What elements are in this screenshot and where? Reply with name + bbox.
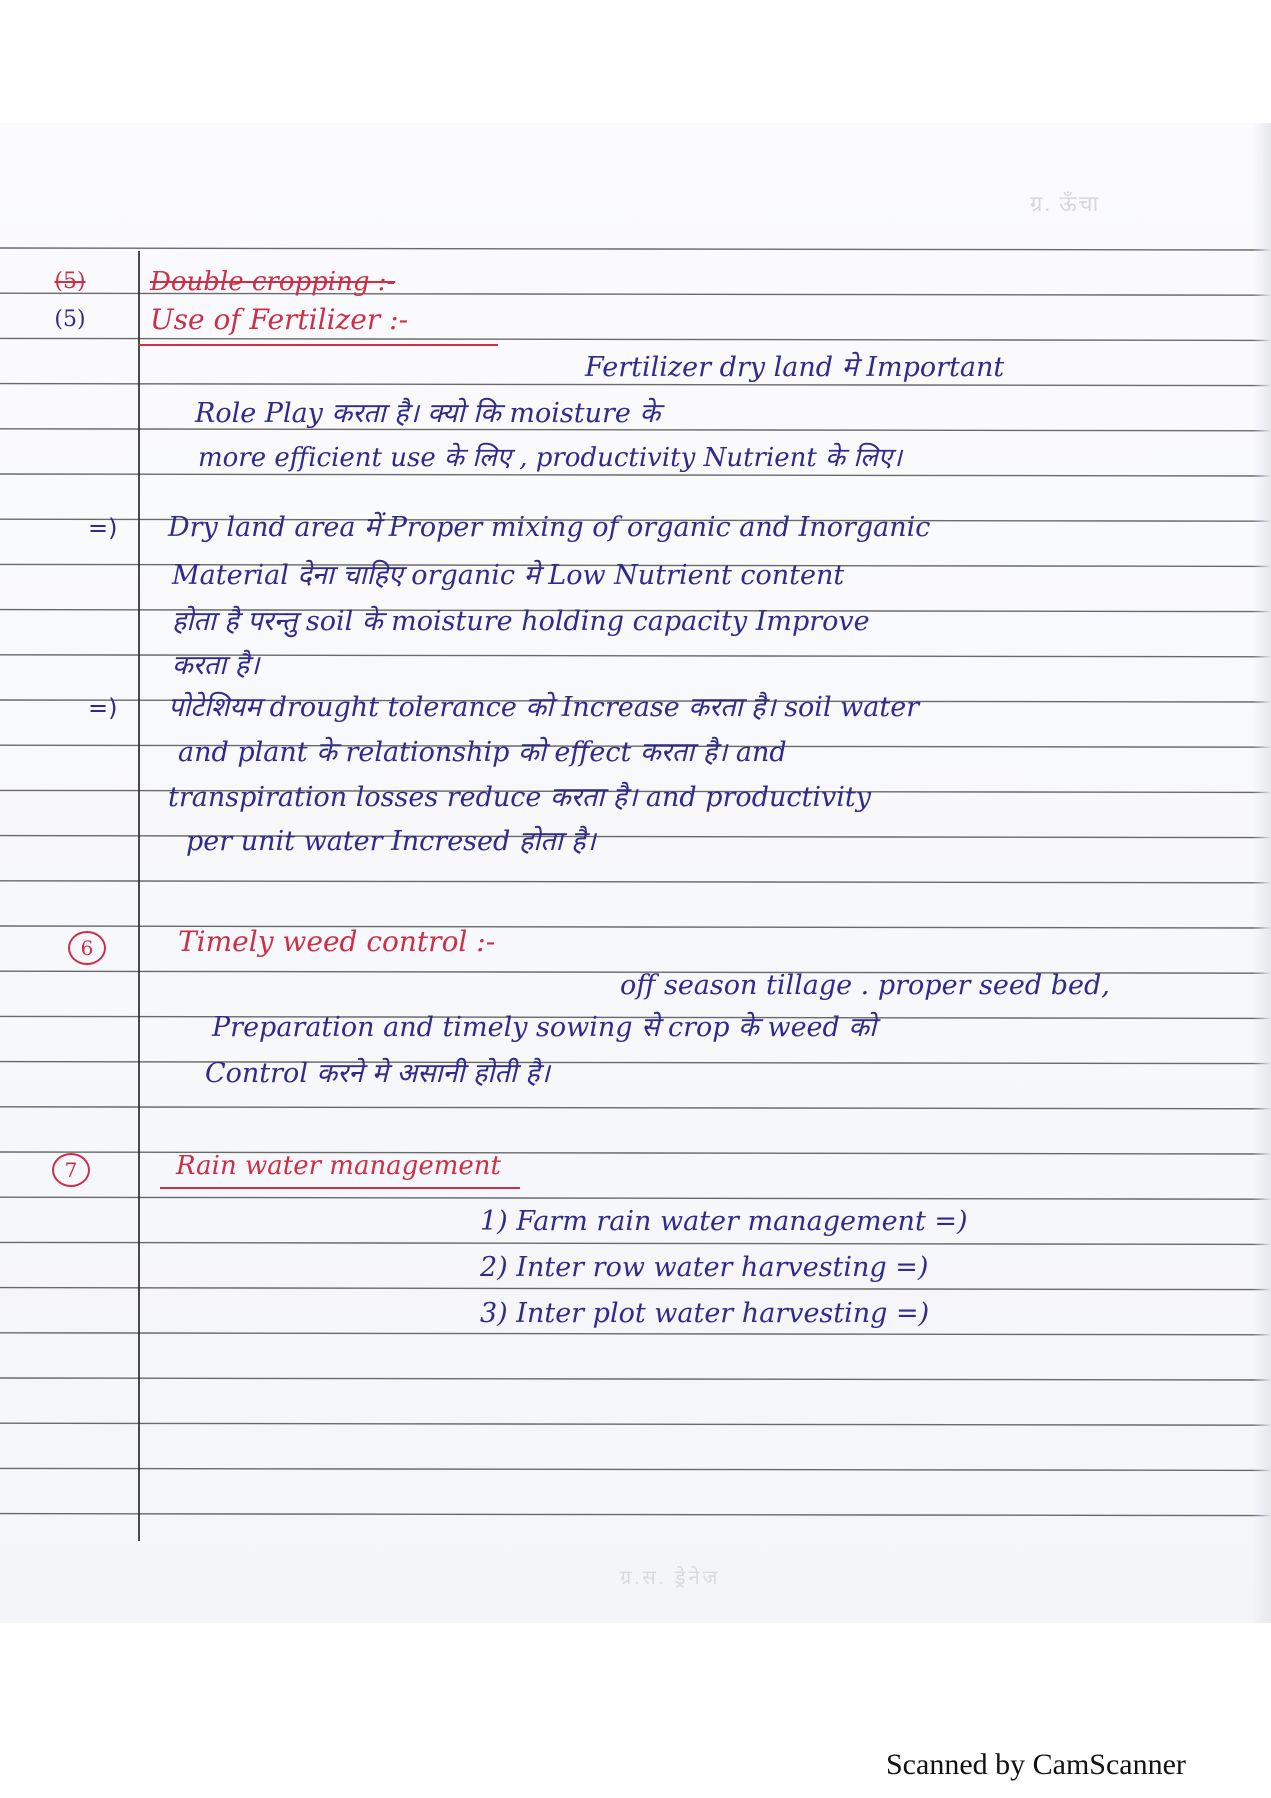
faint-footer-text: ग्र.स. ड्रेनेज [620, 1567, 721, 1589]
section-title: Rain water management [176, 1151, 501, 1181]
paragraph-line: transpiration losses reduce करता है। and productivity [168, 782, 871, 813]
title-underline [160, 1187, 520, 1189]
paragraph-line: Preparation and timely sowing से crop के weed को [212, 1012, 877, 1043]
paragraph-line: off season tillage . proper seed bed, [620, 970, 1110, 1001]
section-title: Timely weed control :- [178, 925, 496, 958]
list-item: 1) Farm rain water management =) [480, 1206, 968, 1237]
struck-section-number: (5) [54, 269, 86, 294]
arrow-marker: =) [88, 514, 118, 542]
paragraph-line: पोटेशियम drought tolerance को Increase करता है। soil water [168, 692, 920, 723]
arrow-marker: =) [88, 694, 118, 722]
ruled-line [0, 1378, 1271, 1380]
section-title: Use of Fertilizer :- [150, 303, 409, 336]
paragraph-line: Fertilizer dry land मे Important [585, 352, 1005, 383]
ruled-line [0, 1514, 1271, 1516]
paragraph-line: होता है परन्तु soil के moisture holding capacity Improve [172, 606, 870, 637]
ruled-line [0, 1288, 1271, 1290]
ruled-lines [0, 123, 1271, 1623]
scanner-watermark: Scanned by CamScanner [886, 1748, 1186, 1781]
title-underline [138, 344, 498, 346]
ruled-line [0, 1423, 1271, 1425]
list-item: 3) Inter plot water harvesting =) [480, 1298, 930, 1329]
paragraph-line: Control करने मे असानी होती है। [205, 1058, 550, 1089]
section-number-circled: 7 [52, 1153, 90, 1187]
ruled-line [0, 1242, 1271, 1244]
page-edge-shadow [1253, 123, 1271, 1623]
ruled-line [0, 248, 1271, 250]
ruled-line [0, 338, 1271, 340]
paragraph-line: Material देना चाहिए organic मे Low Nutrient content [172, 560, 845, 591]
paragraph-line: Role Play करता है। क्यो कि moisture के [195, 398, 661, 429]
ruled-line [0, 881, 1271, 883]
notebook-page [0, 123, 1271, 1623]
ruled-line [0, 1333, 1271, 1335]
ruled-line [0, 1468, 1271, 1470]
section-number: (5) [54, 307, 86, 332]
struck-section-title: Double cropping :- [150, 267, 396, 297]
paragraph-line: more efficient use के लिए , productivity Nutrient के लिए। [198, 443, 902, 473]
margin-line [138, 251, 140, 1541]
ruled-line [0, 1062, 1271, 1064]
faint-header-text: ग्र. ऊँचा [1030, 191, 1101, 216]
list-item: 2) Inter row water harvesting =) [480, 1252, 929, 1283]
ruled-line [0, 1197, 1271, 1199]
ruled-line [0, 1107, 1271, 1109]
paragraph-line: per unit water Incresed होता है। [186, 826, 596, 857]
paragraph-line: and plant के relationship को effect करता है। and [178, 737, 787, 768]
section-number-circled: 6 [68, 931, 106, 965]
paragraph-line: Dry land area में Proper mixing of organic and Inorganic [168, 512, 931, 543]
paragraph-line: करता है। [172, 650, 260, 681]
